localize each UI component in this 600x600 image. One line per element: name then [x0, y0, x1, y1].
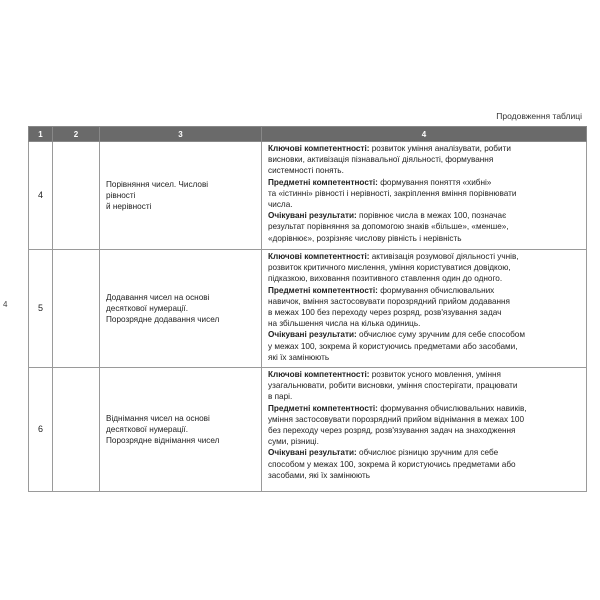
subject-competencies: Предметні компетентності: формування обчислювальних навиків, уміння застосовувати порозрядний прийом віднімання в межах 100 без переходу через розряд, розв'язування задач на знаходження суми, різниці.	[268, 403, 527, 447]
block-label: Ключові компетентності:	[268, 252, 370, 261]
table-row	[29, 250, 587, 368]
key-competencies: Ключові компетентності: розвиток усного мовлення, уміння узагальнювати, робити висновки, уміння спостерігати, працювати в парі.	[268, 370, 518, 402]
topic-line: рівності	[106, 190, 136, 200]
lesson-number: 4	[29, 142, 53, 250]
topic-line: Порозрядне додавання чисел	[106, 315, 220, 325]
empty-cell	[53, 368, 100, 492]
topic-line: Додавання чисел на основі	[106, 292, 210, 302]
column-header: 2	[53, 127, 100, 142]
lesson-topic	[100, 250, 262, 368]
block-label: Предметні компетентності:	[268, 285, 378, 295]
topic-line: Порівняння чисел. Числові	[106, 179, 209, 189]
competencies-cell	[262, 142, 587, 250]
block-label: Очікувані результати:	[268, 330, 357, 340]
column-header: 3	[100, 127, 262, 142]
competency-table	[28, 126, 587, 492]
lesson-topic	[100, 142, 262, 250]
topic-line: Віднімання чисел на основі	[106, 413, 210, 423]
table-header-row	[29, 127, 587, 142]
table-row	[29, 142, 587, 250]
table-row	[29, 368, 587, 492]
topic-line: десяткової нумерації.	[106, 424, 189, 434]
competencies-cell	[262, 368, 587, 492]
column-header: 4	[262, 127, 587, 142]
expected-results: Очікувані результати: порівнює числа в межах 100, позначає результат порівняння за допомогою знаків «більше», «менше», «дорівнює», розрізняє числову рівність і нерівність	[268, 211, 509, 243]
topic-line: десяткової нумерації.	[106, 303, 189, 313]
lesson-number: 5	[29, 250, 53, 368]
expected-results: Очікувані результати: обчислює різницю зручним для себе способом у межах 100, зокрема й користуючись предметами або засобами, які їх замінюють	[268, 448, 516, 480]
block-label: Очікувані результати:	[268, 448, 357, 458]
block-label: Предметні компетентності:	[268, 177, 378, 187]
table-continuation-caption: Продовження таблиці	[496, 111, 582, 121]
block-label: Ключові компетентності:	[268, 144, 370, 153]
key-competencies: Ключові компетентності: розвиток уміння аналізувати, робити висновки, активізація пізнавальної діяльності, формування системності понять.	[268, 144, 511, 176]
lesson-topic	[100, 368, 262, 492]
key-competencies: Ключові компетентності: активізація розумової діяльності учнів, розвиток критичного мислення, уміння користуватися довідкою, підказкою, виховання позитивного ставлення один до одного.	[268, 252, 519, 284]
block-label: Очікувані результати:	[268, 211, 357, 221]
empty-cell	[53, 250, 100, 368]
block-label: Ключові компетентності:	[268, 370, 370, 379]
expected-results: Очікувані результати: обчислює суму зручним для себе способом у межах 100, зокрема й користуючись предметами або засобами, які їх замінюють	[268, 330, 525, 362]
competencies-cell	[262, 250, 587, 368]
subject-competencies: Предметні компетентності: формування обчислювальних навичок, вміння застосовувати порозрядний прийом додавання в межах 100 без переходу через розряд, розв'язування задач на збільшення числа на кілька одиниць.	[268, 285, 510, 329]
topic-line: й нерівності	[106, 202, 152, 212]
page-number: 4	[3, 300, 8, 309]
column-header: 1	[29, 127, 53, 142]
topic-line: Порозрядне віднімання чисел	[106, 436, 220, 446]
subject-competencies: Предметні компетентності: формування поняття «хибні» та «істинні» рівності і нерівності, закріплення вміння порівнювати числа.	[268, 177, 517, 210]
lesson-number: 6	[29, 368, 53, 492]
block-label: Предметні компетентності:	[268, 403, 378, 413]
empty-cell	[53, 142, 100, 250]
